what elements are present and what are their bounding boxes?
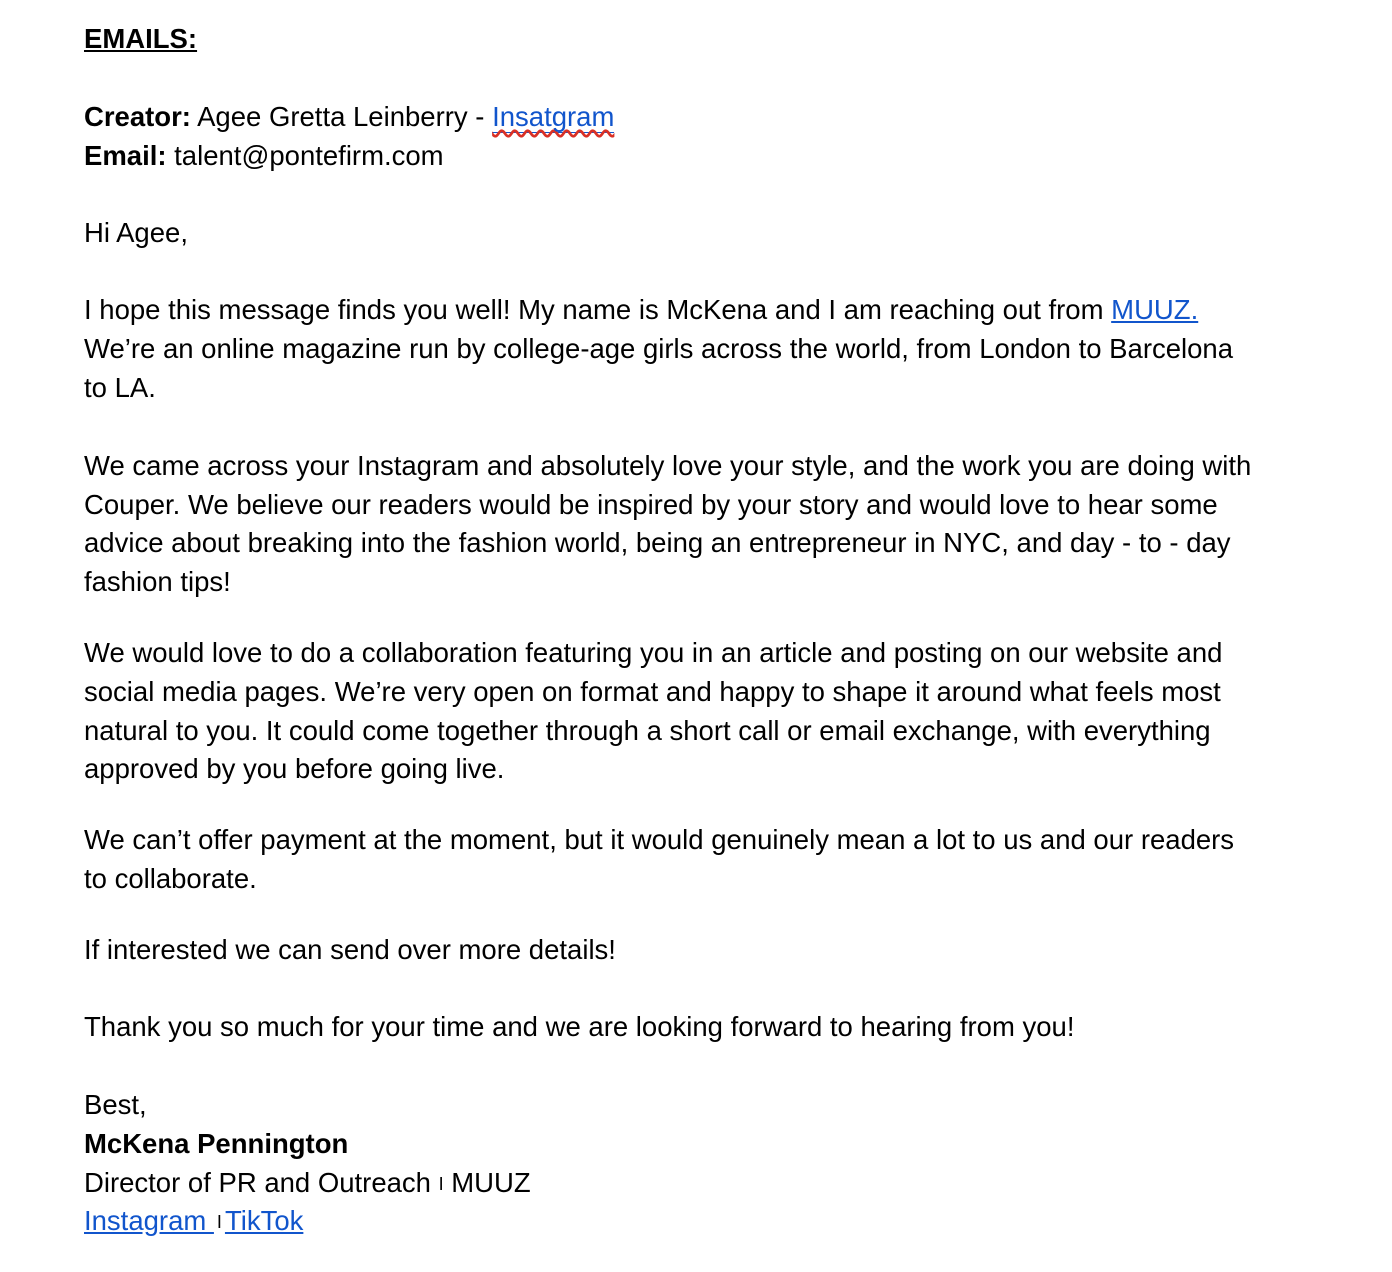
email-value: talent@pontefirm.com	[174, 140, 444, 171]
paragraph4-line1: We can’t offer payment at the moment, but it would genuinely mean a lot to us and our readers	[84, 824, 1235, 855]
signoff-name: McKena Pennington	[84, 1128, 349, 1159]
signoff-instagram-link[interactable]: Instagram	[84, 1205, 214, 1236]
paragraph2-line1: We came across your Instagram and absolutely love your style, and the work you are doing with	[84, 450, 1252, 481]
paragraph1-line1-text: I hope this message finds you well! My name is McKena and I am reaching out from	[84, 294, 1112, 325]
signoff-title: Director of PR and Outreach	[84, 1167, 439, 1198]
creator-label: Creator:	[84, 101, 191, 132]
signoff-org: MUUZ	[443, 1167, 531, 1198]
emails-heading: EMAILS:	[84, 23, 198, 54]
creator-line	[84, 98, 614, 136]
creator-name: Agee Gretta Leinberry -	[197, 101, 493, 132]
signoff-title-line	[84, 1164, 531, 1202]
paragraph1-line1	[84, 291, 1198, 329]
signoff-tiktok-link[interactable]: TikTok	[224, 1205, 304, 1236]
paragraph2-line3: advice about breaking into the fashion world, being an entrepreneur in NYC, and day - to - day	[84, 527, 1231, 558]
paragraph3-line3: natural to you. It could come together through a short call or email exchange, with everything	[84, 715, 1211, 746]
paragraph3-line2: social media pages. We’re very open on format and happy to shape it around what feels most	[84, 676, 1221, 707]
paragraph2-line2: Couper. We believe our readers would be inspired by your story and would love to hear some	[84, 489, 1218, 520]
paragraph3-line1: We would love to do a collaboration featuring you in an article and posting on our website and	[84, 637, 1223, 668]
paragraph1-line2: We’re an online magazine run by college-age girls across the world, from London to Barcelona	[84, 333, 1234, 364]
greeting: Hi Agee,	[84, 217, 188, 248]
paragraph3-line4: approved by you before going live.	[84, 753, 505, 784]
paragraph4-line2: to collaborate.	[84, 863, 257, 894]
signoff-links	[84, 1202, 303, 1240]
signoff-closing: Best,	[84, 1089, 147, 1120]
creator-instagram-link[interactable]: Insatgram	[492, 101, 615, 132]
email-label: Email:	[84, 140, 167, 171]
paragraph2-line4: fashion tips!	[84, 566, 231, 597]
signoff-link-separator: I	[216, 1212, 222, 1232]
signoff-separator: I	[438, 1174, 444, 1194]
email-line	[84, 137, 444, 175]
paragraph6: Thank you so much for your time and we are looking forward to hearing from you!	[84, 1011, 1075, 1042]
paragraph1-line3: to LA.	[84, 372, 156, 403]
muuz-link[interactable]: MUUZ.	[1111, 294, 1199, 325]
paragraph5: If interested we can send over more details!	[84, 934, 616, 965]
